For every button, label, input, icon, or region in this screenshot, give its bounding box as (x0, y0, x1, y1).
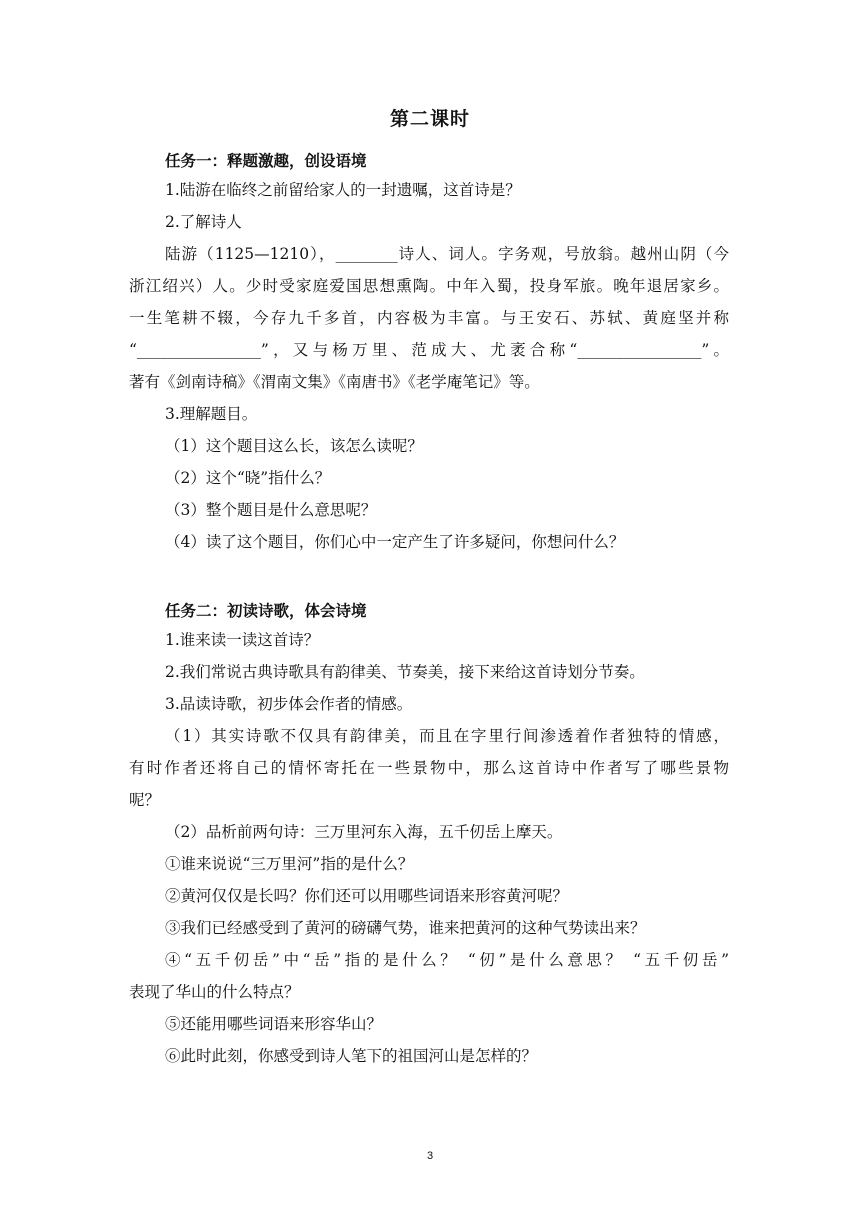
paragraph-line: “________________”，又与杨万里、范成大、尤袤合称“________________”。 (129, 341, 729, 359)
paragraph-line: 呢？ (129, 791, 161, 809)
paragraph-line: 1.谁来读一读这首诗？ (165, 631, 320, 649)
paragraph-line: 著有《剑南诗稿》《渭南文集》《南唐书》《老学庵笔记》等。 (129, 373, 540, 391)
paragraph-line: （3）整个题目是什么意思呢？ (165, 501, 377, 519)
paragraph-line: 2.我们常说古典诗歌具有韵律美、节奏美，接下来给这首诗划分节奏。 (165, 663, 645, 681)
paragraph-line: 1.陆游在临终之前留给家人的一封遗嘱，这首诗是？ (165, 181, 521, 199)
lesson-title: 第二课时 (389, 108, 470, 130)
page-number: 3 (426, 1150, 434, 1162)
paragraph-line: （2）品析前两句诗：三万里河东入海，五千仞岳上摩天。 (165, 823, 563, 841)
paragraph-line: 3.品读诗歌，初步体会作者的情感。 (165, 695, 413, 713)
section-heading: 任务一：释题激趣，创设语境 (165, 152, 367, 170)
paragraph-line: 有时作者还将自己的情怀寄托在一些景物中，那么这首诗中作者写了哪些景物 (129, 759, 729, 777)
section-task-2 (129, 598, 729, 1072)
paragraph-line: ⑤还能用哪些词语来形容华山？ (165, 1015, 383, 1033)
paragraph-line: 浙江绍兴）人。少时受家庭爱国思想熏陶。中年入蜀，投身军旅。晚年退居家乡。 (129, 277, 729, 295)
paragraph-line: （2）这个“晓”指什么？ (165, 469, 331, 487)
paragraph-line: ⑥此时此刻，你感受到诗人笔下的祖国河山是怎样的？ (165, 1047, 538, 1065)
paragraph-line: （1）其实诗歌不仅具有韵律美，而且在字里行间渗透着作者独特的情感， (165, 727, 729, 745)
paragraph-line: 3.理解题目。 (165, 405, 258, 423)
section-heading: 任务二：初读诗歌，体会诗境 (165, 602, 367, 620)
paragraph-line: 表现了华山的什么特点？ (129, 983, 300, 1001)
paragraph-line: ②黄河仅仅是长吗？你们还可以用哪些词语来形容黄河呢？ (165, 887, 569, 905)
paragraph-line: ④“五千仞岳”中“岳”指的是什么？ “仞”是什么意思？ “五千仞岳” (165, 951, 729, 969)
paragraph-line: 陆游（1125—1210），________诗人、词人。字务观，号放翁。越州山阴（今 (165, 245, 729, 263)
paragraph-line: ①谁来说说“三万里河”指的是什么？ (165, 855, 414, 873)
section-task-1 (129, 148, 729, 558)
paragraph-line: ③我们已经感受到了黄河的磅礴气势，谁来把黄河的这种气势读出来？ (165, 919, 646, 937)
paragraph-line: 2.了解诗人 (165, 213, 242, 231)
paragraph-line: （1）这个题目这么长，该怎么读呢？ (165, 437, 423, 455)
paragraph-line: 一生笔耕不辍，今存九千多首，内容极为丰富。与王安石、苏轼、黄庭坚并称 (129, 309, 729, 327)
paragraph-line: （4）读了这个题目，你们心中一定产生了许多疑问，你想问什么？ (165, 533, 625, 551)
